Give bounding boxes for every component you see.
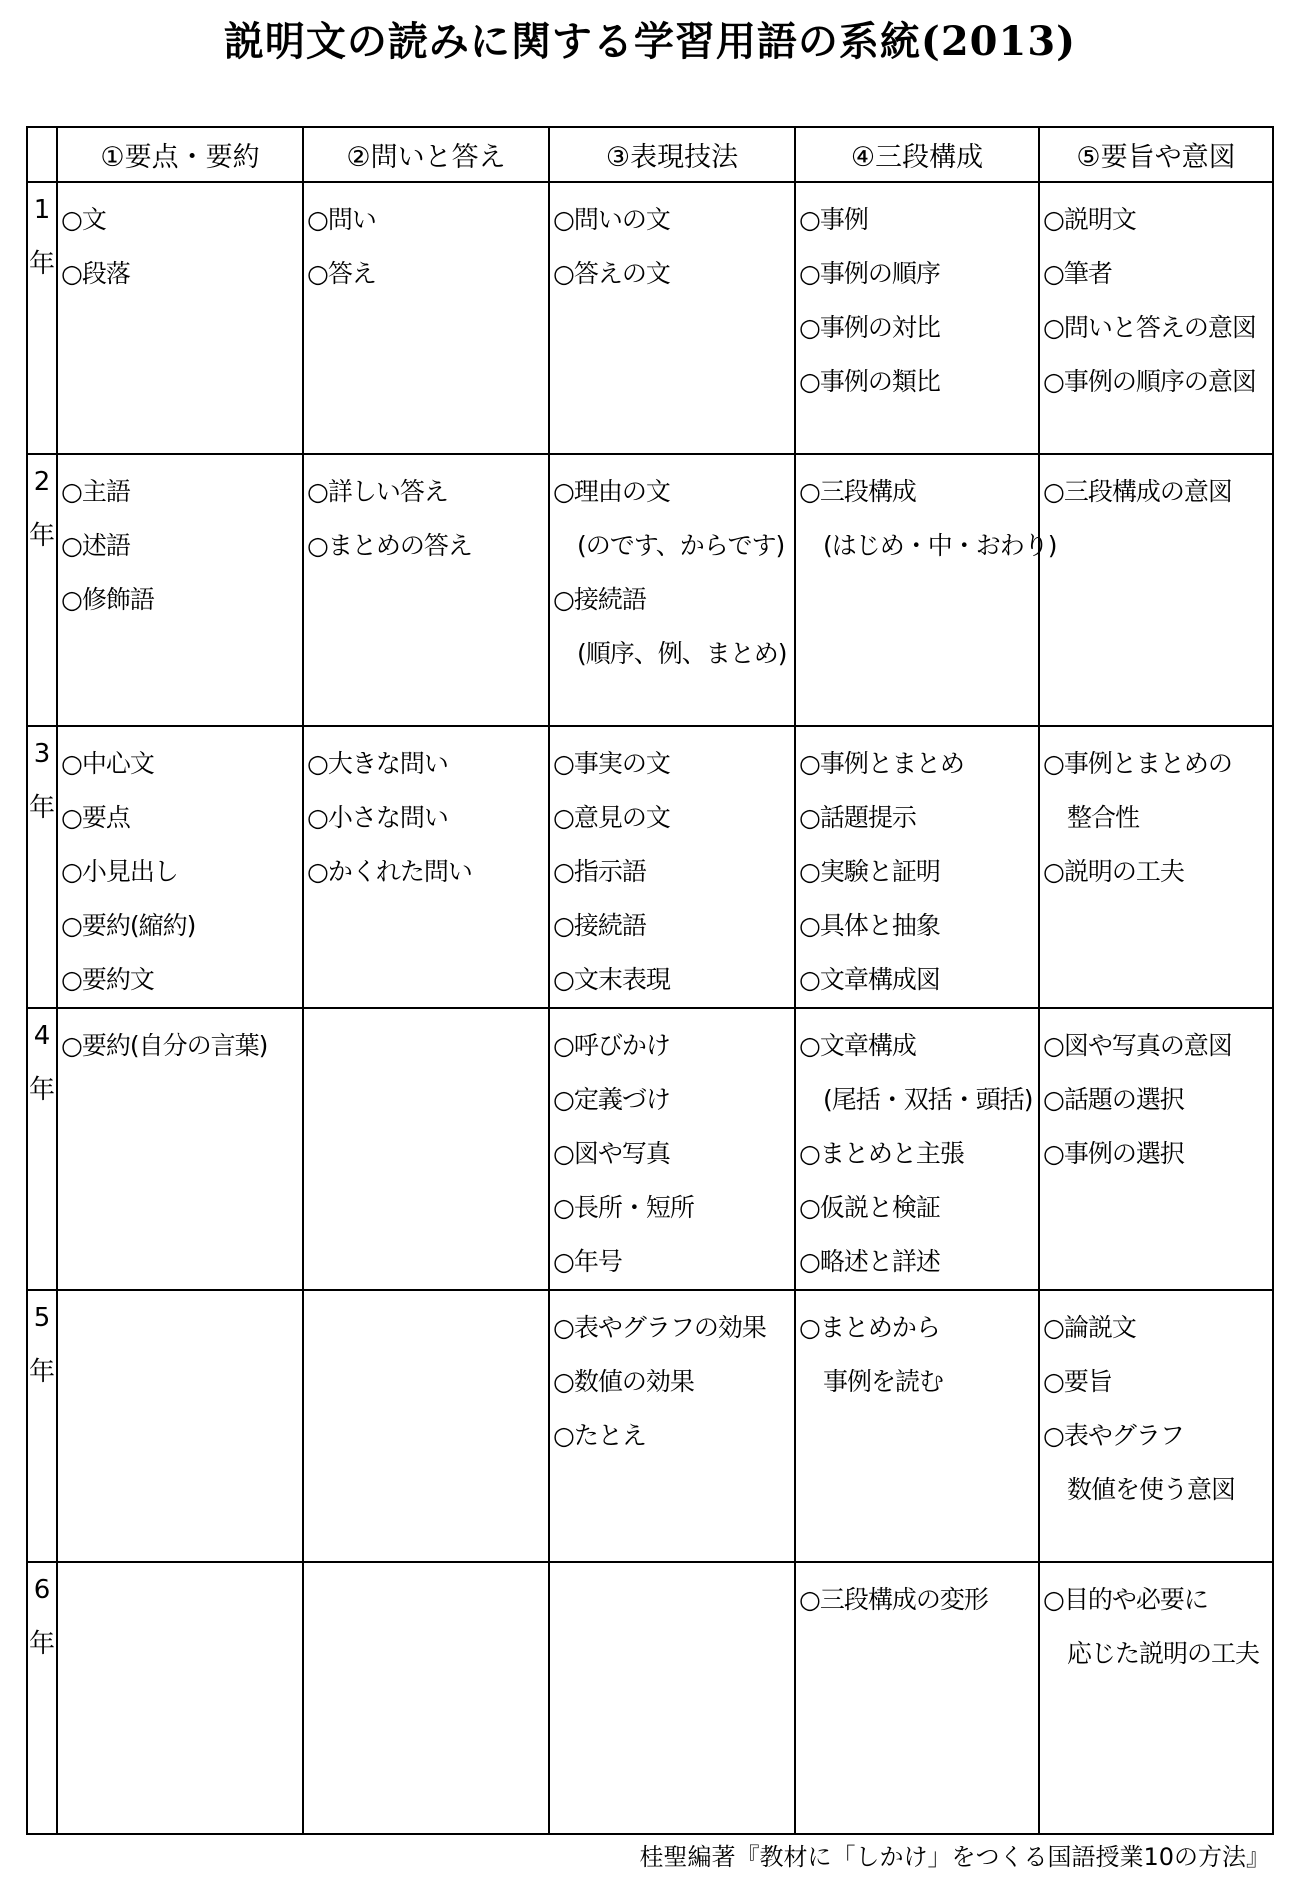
term-list [796,1009,1038,1289]
term-item: ○詳しい答え [307,477,448,506]
term-item: ○表やグラフ [1043,1421,1184,1450]
term-list [550,1563,794,1573]
term-item: ○説明の工夫 [1043,857,1184,886]
term-item: ○事例とまとめ [799,749,964,778]
term-cell [57,454,303,726]
term-item: 数値を使う意図 [1067,1475,1236,1504]
term-item: (のです、からです) [577,531,785,560]
term-list [304,455,548,573]
term-cell [1039,726,1273,1008]
term-cell [1039,1008,1273,1290]
term-item: ○説明文 [1043,205,1136,234]
term-list [304,1009,548,1019]
term-item: ○三段構成の変形 [799,1585,988,1614]
term-cell [303,1562,549,1834]
term-cell [795,1008,1039,1290]
grade-number: 2 [33,467,51,497]
term-cell [57,1290,303,1562]
grade-suffix: 年 [28,1629,55,1659]
term-list [1040,183,1272,409]
term-item: ○文章構成図 [799,965,940,994]
term-list [1040,1563,1272,1681]
term-item: ○事例の選択 [1043,1139,1184,1168]
term-item: ○要約(自分の言葉) [61,1031,268,1060]
source-credit: 桂聖編著『教材に「しかけ」をつくる国語授業10の方法』 [639,1843,1270,1871]
term-list [58,183,302,301]
grade-row [27,1290,1273,1562]
term-item: ○答えの文 [553,259,670,288]
term-item: ○指示語 [553,857,646,886]
term-list [58,455,302,627]
term-item: ○三段構成の意図 [1043,477,1232,506]
grade-row [27,1562,1273,1834]
term-cell [549,454,795,726]
column-header: ①要点・要約 [57,127,303,182]
term-item: (尾括・双括・頭括) [823,1085,1033,1114]
grade-label [27,182,57,454]
term-item: ○小さな問い [307,803,448,832]
grade-suffix: 年 [28,1075,55,1105]
grade-label [27,454,57,726]
term-item: ○問いの文 [553,205,670,234]
grade-suffix: 年 [28,521,55,551]
term-item: ○たとえ [553,1421,646,1450]
term-item: ○まとめと主張 [799,1139,964,1168]
term-item: ○段落 [61,259,130,288]
term-cell [1039,454,1273,726]
term-item: ○意見の文 [553,803,670,832]
term-item: ○筆者 [1043,259,1112,288]
term-item: ○接続語 [553,911,646,940]
term-list [58,1291,302,1301]
term-list [796,1563,1038,1627]
term-item: ○年号 [553,1247,622,1276]
term-list [304,1563,548,1573]
terminology-table [26,126,1274,1835]
term-item: ○事例の類比 [799,367,940,396]
term-cell [303,1008,549,1290]
term-cell [549,726,795,1008]
corner-cell [27,127,57,182]
column-header: ⑤要旨や意図 [1039,127,1273,182]
term-cell [303,726,549,1008]
term-item: ○論説文 [1043,1313,1136,1342]
term-list [304,183,548,301]
term-item: ○修飾語 [61,585,154,614]
grade-row [27,454,1273,726]
term-list [550,455,794,681]
term-item: ○事例の対比 [799,313,940,342]
term-list [1040,1291,1272,1517]
term-item: ○呼びかけ [553,1031,670,1060]
term-cell [795,454,1057,726]
grade-number: 5 [33,1303,51,1333]
term-cell [303,182,549,454]
term-item: ○文章構成 [799,1031,916,1060]
term-cell [57,726,303,1008]
term-cell [795,1290,1039,1562]
term-item: ○図や写真の意図 [1043,1031,1232,1060]
term-item: ○要旨 [1043,1367,1112,1396]
term-list [58,1009,302,1073]
term-item: ○略述と詳述 [799,1247,940,1276]
term-item: ○実験と証明 [799,857,940,886]
term-cell [549,182,795,454]
term-item: 応じた説明の工夫 [1067,1639,1260,1668]
term-list [796,727,1038,1007]
grade-suffix: 年 [28,249,55,279]
term-item: ○主語 [61,477,130,506]
term-item: ○要点 [61,803,130,832]
term-cell [303,454,549,726]
term-cell [549,1008,795,1290]
term-list [1040,455,1272,519]
term-list [550,183,794,301]
term-item: ○事実の文 [553,749,670,778]
term-item: ○具体と抽象 [799,911,940,940]
term-cell [795,726,1039,1008]
grade-row [27,726,1273,1008]
term-list [796,1291,1038,1409]
term-item: (順序、例、まとめ) [577,639,787,668]
term-list [1040,727,1272,899]
term-item: 事例を読む [823,1367,944,1396]
grade-number: 1 [33,195,51,225]
term-item: ○問いと答えの意図 [1043,313,1256,342]
term-item: 整合性 [1067,803,1140,832]
grade-row [27,1008,1273,1290]
term-item: ○事例とまとめの [1043,749,1232,778]
column-header: ③表現技法 [549,127,795,182]
term-cell [57,1008,303,1290]
term-item: ○仮説と検証 [799,1193,940,1222]
term-cell [549,1562,795,1834]
grade-label [27,726,57,1008]
grade-label [27,1008,57,1290]
term-item: ○定義づけ [553,1085,670,1114]
term-item: ○数値の効果 [553,1367,694,1396]
grade-suffix: 年 [28,793,55,823]
term-item: ○話題の選択 [1043,1085,1184,1114]
grade-number: 3 [33,739,51,769]
term-item: ○事例 [799,205,868,234]
term-list [58,727,302,1007]
term-cell [1039,1562,1273,1834]
grade-label [27,1290,57,1562]
term-cell [303,1290,549,1562]
term-item: ○長所・短所 [553,1193,694,1222]
term-list [1040,1009,1272,1181]
term-item: ○要約文 [61,965,154,994]
term-item: ○事例の順序の意図 [1043,367,1256,396]
term-list [550,1009,794,1289]
page-title: 説明文の読みに関する学習用語の系統(2013) [223,18,1077,65]
grade-row [27,182,1273,454]
term-item: ○述語 [61,531,130,560]
grade-label [27,1562,57,1834]
column-header: ④三段構成 [795,127,1039,182]
term-item: ○三段構成 [799,477,916,506]
term-item: ○小見出し [61,857,178,886]
term-item: ○表やグラフの効果 [553,1313,766,1342]
term-item: ○要約(縮約) [61,911,196,940]
header-row [27,127,1273,182]
term-item: ○図や写真 [553,1139,670,1168]
term-item: ○大きな問い [307,749,448,778]
term-cell [57,182,303,454]
term-item: ○接続語 [553,585,646,614]
term-cell [795,1562,1039,1834]
term-list [58,1563,302,1573]
column-header: ②問いと答え [303,127,549,182]
term-cell [57,1562,303,1834]
grade-number: 6 [33,1575,51,1605]
term-item: ○中心文 [61,749,154,778]
term-item: ○理由の文 [553,477,670,506]
term-item: ○文 [61,205,106,234]
grade-number: 4 [33,1021,51,1051]
term-item: ○まとめから [799,1313,940,1342]
term-item: ○話題提示 [799,803,916,832]
term-item: ○文末表現 [553,965,670,994]
term-item: ○答え [307,259,376,288]
term-cell [795,182,1039,454]
term-item: ○まとめの答え [307,531,472,560]
term-list [304,727,548,899]
term-item: ○事例の順序 [799,259,940,288]
term-item: ○かくれた問い [307,857,472,886]
term-cell [1039,182,1273,454]
term-list [796,455,1057,573]
term-item: ○目的や必要に [1043,1585,1208,1614]
term-item: (はじめ・中・おわり) [823,531,1057,560]
grade-suffix: 年 [28,1357,55,1387]
term-list [550,1291,794,1463]
term-list [550,727,794,1007]
term-list [304,1291,548,1301]
term-cell [549,1290,795,1562]
term-item: ○問い [307,205,376,234]
term-list [796,183,1038,409]
term-cell [1039,1290,1273,1562]
